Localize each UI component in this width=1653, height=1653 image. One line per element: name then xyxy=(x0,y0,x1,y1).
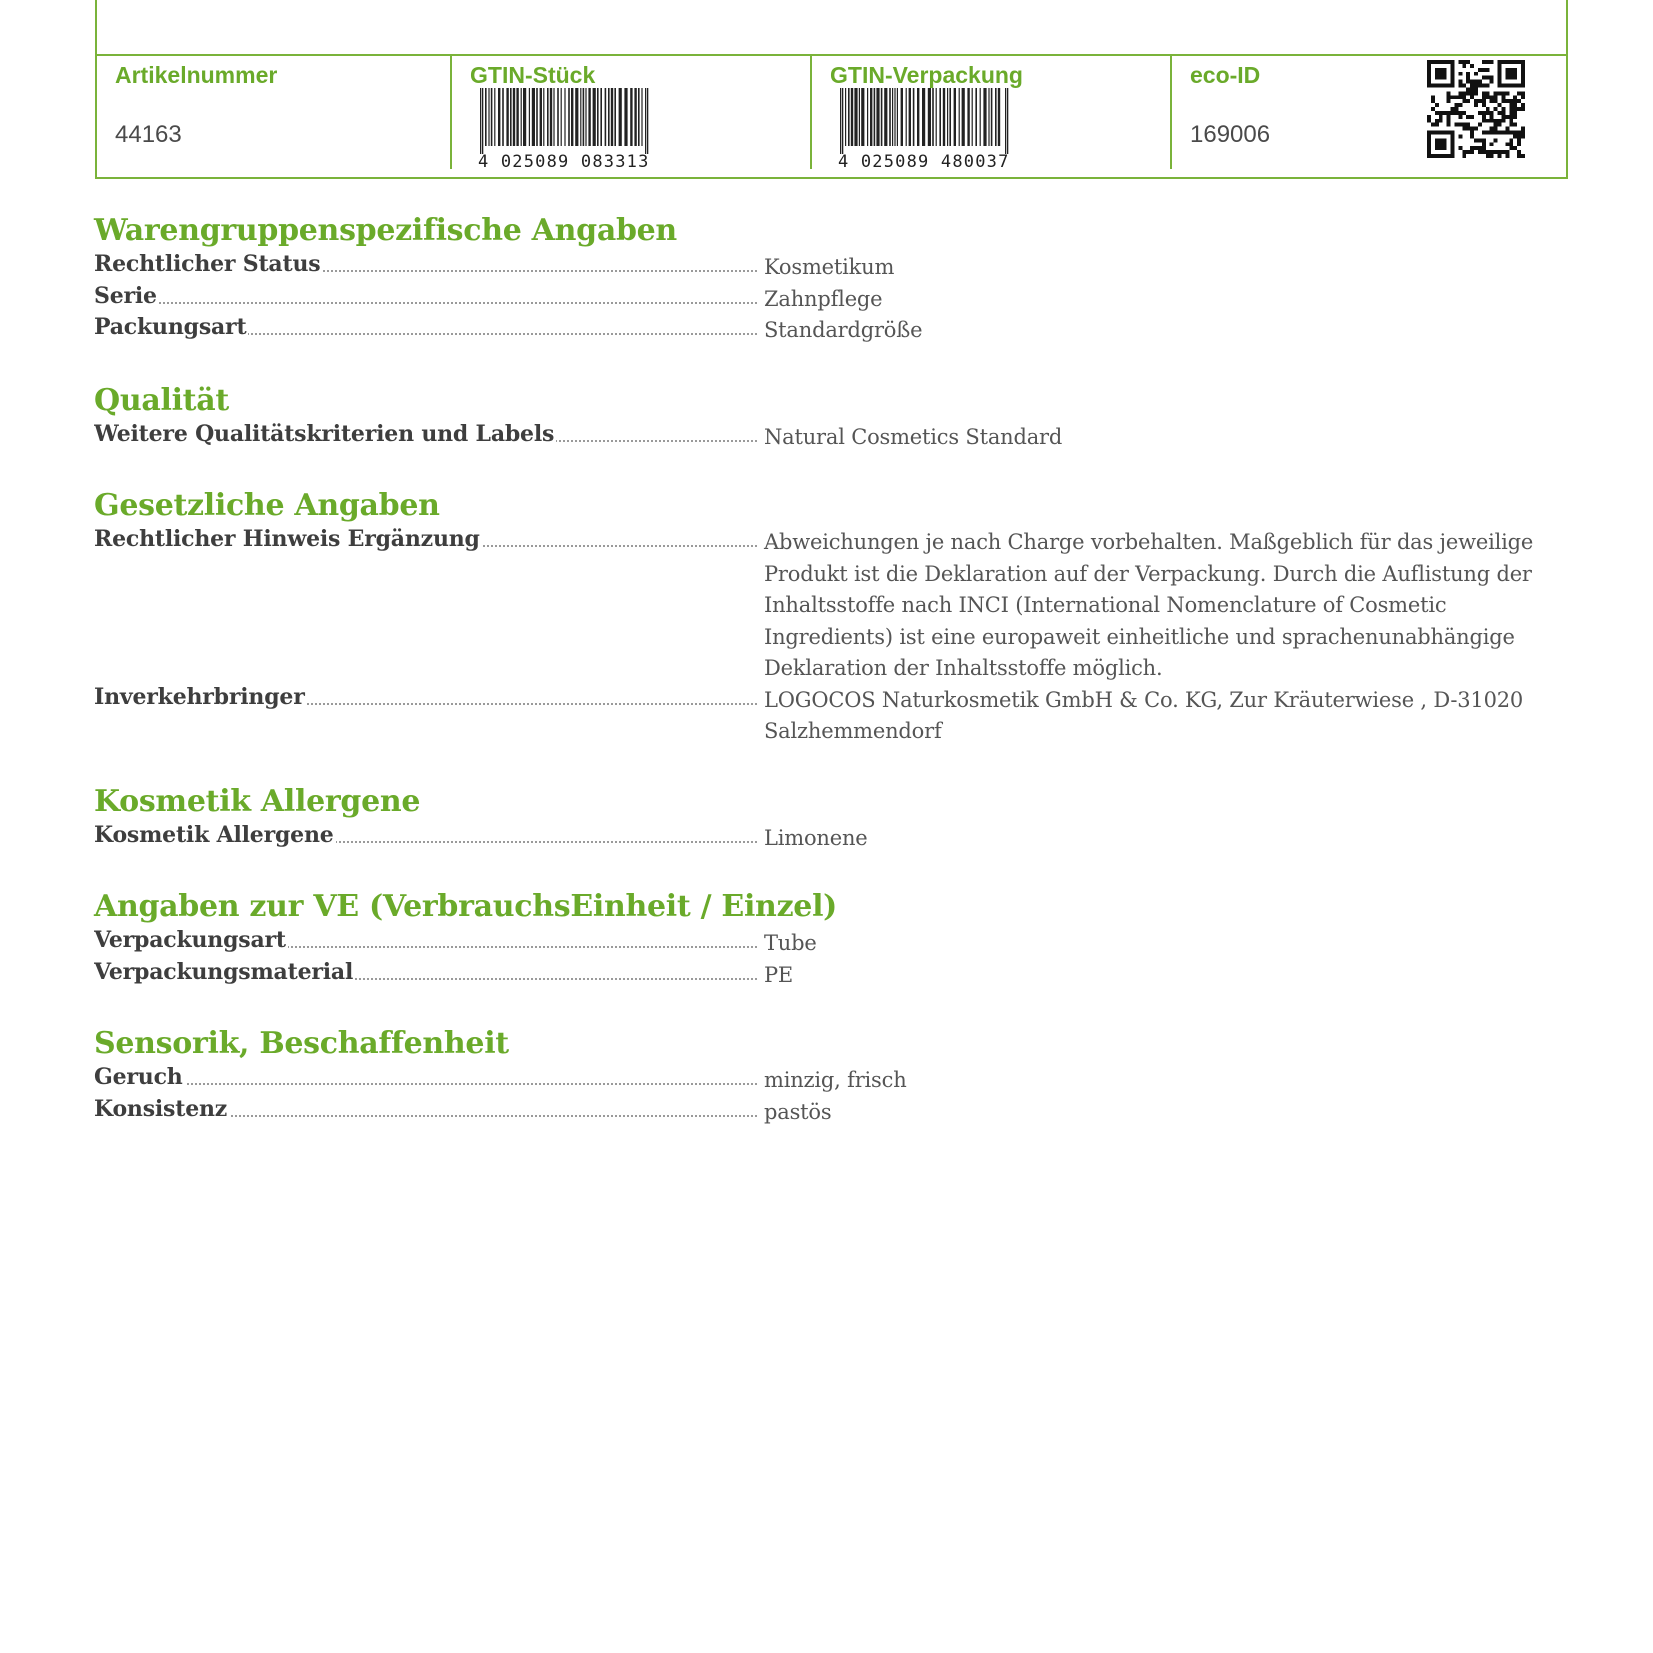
row-value: Kosmetikum xyxy=(764,255,895,279)
row-label: Serie xyxy=(94,282,157,309)
gtin-verpackung-cell xyxy=(810,56,1172,172)
section-title: Kosmetik Allergene xyxy=(94,784,421,819)
leader-dots xyxy=(94,302,757,304)
gtin-stueck-digits: 4 025089 083313 xyxy=(478,152,650,172)
detail-row xyxy=(94,249,1574,284)
detail-row xyxy=(94,524,1574,685)
row-label: Kosmetik Allergene xyxy=(94,822,334,848)
row-value: Tube xyxy=(764,931,817,955)
row-value: Standardgröße xyxy=(764,318,923,342)
section-title: Angaben zur VE (VerbrauchsEinheit / Einzel) xyxy=(94,889,838,924)
row-label: Weitere Qualitätskriterien und Labels xyxy=(94,421,555,447)
leader-dots xyxy=(94,1083,757,1085)
section-allergene xyxy=(94,784,1574,855)
gtin-stueck-label: GTIN-Stück xyxy=(470,62,596,88)
row-value: Limonene xyxy=(764,826,868,850)
row-value: pastös xyxy=(764,1099,832,1124)
section-sensorik xyxy=(94,1026,1574,1128)
section-title: Sensorik, Beschaffenheit xyxy=(94,1026,509,1061)
row-value: LOGOCOS Naturkosmetik GmbH & Co. KG, Zur Kräuterwiese , D-31020 Salzhemmendorf xyxy=(764,687,1524,743)
row-value: Abweichungen je nach Charge vorbehalten. Maßgeblich für das jeweilige Produkt ist die Deklaration auf der Verpackung. Durch die Auflistung der Inhaltsstoffe nach INCI (International Nomenclature of Cosmetic Ingredients) ist eine europaweit einheitliche und sprachenunabhängige Deklaration der Inhaltsstoffe möglich. xyxy=(764,530,1534,680)
gtin-verpackung-digits: 4 025089 480037 xyxy=(838,152,1010,172)
section-title: Warengruppenspezifische Angaben xyxy=(94,213,677,248)
product-id-table xyxy=(95,0,1568,179)
section-title: Qualität xyxy=(94,383,229,418)
artikelnummer-label: Artikelnummer xyxy=(115,62,278,88)
artikelnummer-cell xyxy=(97,56,450,169)
section-qualitaet xyxy=(94,383,1574,454)
gtin-verpackung-barcode xyxy=(838,88,1014,172)
gtin-verpackung-label: GTIN-Verpackung xyxy=(830,62,1023,88)
row-label: Konsistenz xyxy=(94,1095,228,1122)
row-value: Natural Cosmetics Standard xyxy=(764,425,1063,449)
row-value: Zahnpflege xyxy=(764,286,883,311)
row-label: Rechtlicher Status xyxy=(94,251,321,277)
gtin-stueck-barcode xyxy=(478,88,654,172)
row-label: Rechtlicher Hinweis Ergänzung xyxy=(94,526,480,552)
artikelnummer-value: 44163 xyxy=(115,121,182,148)
detail-row xyxy=(94,281,1574,316)
detail-row xyxy=(94,682,1574,748)
detail-row xyxy=(94,820,1574,855)
detail-row xyxy=(94,1094,1574,1129)
row-label: Verpackungsmaterial xyxy=(94,958,354,985)
section-ve xyxy=(94,889,1574,991)
row-label: Packungsart xyxy=(94,314,247,340)
detail-row xyxy=(94,1062,1574,1097)
row-value: minzig, frisch xyxy=(764,1068,907,1092)
barcode-icon xyxy=(838,88,1014,154)
row-value: PE xyxy=(764,962,794,987)
section-title: Gesetzliche Angaben xyxy=(94,488,440,523)
eco-id-label: eco-ID xyxy=(1190,62,1261,88)
detail-row xyxy=(94,957,1574,992)
detail-row xyxy=(94,419,1574,454)
qr-code-icon xyxy=(1427,60,1525,163)
gtin-stueck-cell xyxy=(450,56,812,172)
section-gesetzlich xyxy=(94,488,1574,748)
row-label: Inverkehrbringer xyxy=(94,683,305,710)
eco-id-value: 169006 xyxy=(1190,121,1271,148)
detail-row xyxy=(94,925,1574,960)
detail-row xyxy=(94,312,1574,347)
eco-id-cell xyxy=(1170,56,1570,169)
section-warengruppe xyxy=(94,213,1574,347)
row-label: Geruch xyxy=(94,1064,183,1090)
row-label: Verpackungsart xyxy=(94,927,286,953)
barcode-icon xyxy=(478,88,654,154)
